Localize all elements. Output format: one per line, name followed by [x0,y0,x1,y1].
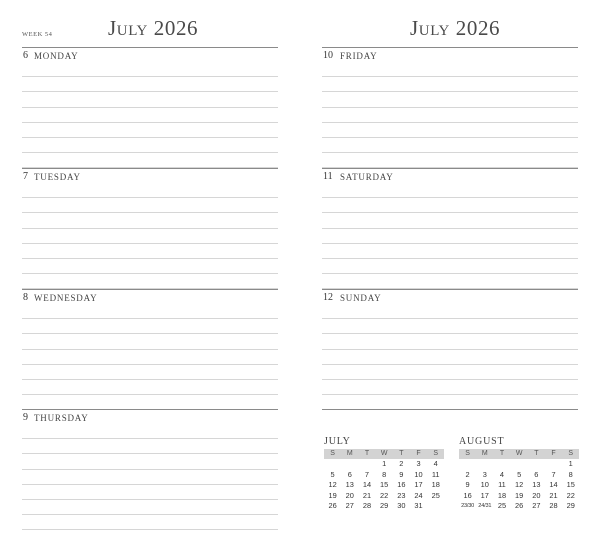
left-page-header [22,0,278,46]
calendar-date: 2 [465,469,470,479]
day-block-thursday[interactable] [22,409,278,530]
month-title: July 2026 [108,16,199,40]
weekday-header: S [562,449,579,459]
calendar-date: 8 [568,469,573,479]
writing-line[interactable] [22,183,278,198]
day-header [322,47,578,62]
writing-line[interactable] [322,108,578,123]
day-number: 7 [23,171,28,182]
calendar-date: 29 [380,501,389,510]
calendar-date: 12 [515,480,524,489]
calendar-date [476,459,493,470]
weekday-header: W [511,449,528,459]
weekday-header: F [410,449,427,459]
day-block-wednesday[interactable] [22,289,278,410]
writing-line[interactable] [322,304,578,319]
writing-line[interactable] [22,274,278,289]
day-block-monday[interactable] [22,47,278,168]
calendar-date [545,459,562,470]
calendar-date [324,459,341,470]
calendar-date: 14 [549,480,558,489]
day-block-tuesday[interactable] [22,168,278,289]
calendar-date [459,459,476,470]
writing-line[interactable] [22,77,278,92]
calendar-date: 21 [549,490,558,500]
writing-line[interactable] [22,198,278,213]
day-name: SATURDAY [340,171,394,182]
calendar-date: 5 [330,469,335,479]
writing-lines[interactable] [322,304,578,410]
calendar-date: 17 [414,480,423,489]
weekday-header: S [459,449,476,459]
writing-line[interactable] [22,123,278,138]
calendar-date [511,459,528,470]
calendar-date: 7 [364,469,370,479]
calendar-date: 25 [431,490,440,500]
day-number: 6 [23,50,28,61]
calendar-date: 30 [397,501,406,510]
calendar-date: 25 [497,501,507,510]
writing-line[interactable] [322,274,578,289]
month-title: July 2026 [410,16,501,40]
calendar-date: 6 [534,469,539,479]
calendar-date: 24 [414,490,423,500]
weekday-header: F [545,449,562,459]
day-block-friday[interactable] [322,47,578,168]
calendar-date: 6 [347,469,352,479]
calendar-date: 4 [499,469,505,479]
writing-line[interactable] [322,334,578,349]
calendar-date: 13 [345,480,354,489]
writing-line[interactable] [22,500,278,515]
calendar-date: 9 [465,480,470,489]
weekday-header: M [341,449,358,459]
writing-line[interactable] [322,350,578,365]
writing-lines[interactable] [322,62,578,168]
mini-calendar-grid [459,449,579,512]
writing-lines[interactable] [22,304,278,410]
weekday-header: S [427,449,444,459]
calendar-date: 9 [399,469,404,479]
calendar-date: 20 [345,490,354,500]
calendar-date [493,459,510,470]
weekday-header: W [376,449,393,459]
calendar-date: 10 [480,480,489,489]
calendar-date: 19 [515,490,524,500]
mini-calendar-title: AUGUST [459,436,505,447]
mini-calendar-august [459,436,579,512]
calendar-date: 7 [551,469,556,479]
writing-line[interactable] [322,365,578,380]
calendar-date: 14 [362,480,372,489]
day-header [22,409,278,424]
right-page [322,0,578,554]
writing-line[interactable] [322,244,578,259]
day-block-saturday[interactable] [322,168,578,289]
mini-calendar-july [324,436,444,512]
writing-line[interactable] [22,108,278,123]
calendar-date: 10 [414,469,423,479]
calendar-date: 3 [482,469,487,479]
calendar-date: 23 [397,490,406,500]
calendar-date: 11 [431,469,440,479]
calendar-date: 1 [382,459,387,468]
calendar-date: 5 [517,469,522,479]
day-name: TUESDAY [34,171,81,182]
day-number: 9 [23,412,28,423]
writing-line[interactable] [22,485,278,500]
day-header [322,168,578,183]
writing-line[interactable] [22,213,278,228]
writing-line[interactable] [322,138,578,153]
calendar-date: 15 [566,480,575,489]
calendar-date: 8 [382,469,387,479]
day-number: 8 [23,292,28,303]
writing-lines[interactable] [22,424,278,530]
weekday-header: M [476,449,493,459]
day-name: MONDAY [34,50,79,61]
calendar-date: 1 [568,459,573,468]
calendar-date: 27 [532,501,541,510]
calendar-date: 19 [328,490,337,500]
weekday-header: T [358,449,375,459]
writing-line[interactable] [322,77,578,92]
writing-lines[interactable] [322,183,578,289]
calendar-date: 18 [497,490,507,500]
calendar-date: 4 [433,459,438,468]
writing-line[interactable] [22,138,278,153]
writing-line[interactable] [322,259,578,274]
writing-line[interactable] [22,334,278,349]
calendar-date [341,459,358,470]
calendar-date: 28 [549,501,558,510]
writing-line[interactable] [322,198,578,213]
day-number: 10 [323,50,333,61]
calendar-date: 26 [515,501,524,510]
writing-line[interactable] [22,350,278,365]
calendar-date: 22 [380,490,389,500]
writing-line[interactable] [322,229,578,244]
weekday-header: T [393,449,410,459]
writing-line[interactable] [22,424,278,439]
writing-line[interactable] [22,62,278,77]
writing-line[interactable] [22,515,278,530]
left-page [22,0,278,554]
writing-line[interactable] [22,319,278,334]
writing-lines[interactable] [22,183,278,289]
day-header [322,289,578,304]
day-number: 12 [323,292,333,303]
calendar-date: 13 [532,480,541,489]
week-label: WEEK 54 [22,31,53,38]
calendar-date: 2 [399,459,404,468]
writing-line[interactable] [22,439,278,454]
calendar-date [427,501,444,512]
writing-line[interactable] [22,470,278,485]
mini-calendar-title: JULY [324,436,351,447]
writing-line[interactable] [22,380,278,395]
writing-line[interactable] [322,92,578,107]
weekday-header: S [324,449,341,459]
writing-line[interactable] [22,92,278,107]
calendar-date: 11 [498,480,506,489]
weekday-header: T [528,449,545,459]
writing-line[interactable] [322,380,578,395]
calendar-date: 31 [414,501,423,510]
calendar-date: 23/30 [461,503,475,509]
writing-line[interactable] [22,153,278,168]
calendar-date: 22 [566,490,575,500]
calendar-date: 20 [532,490,541,500]
day-number: 11 [323,171,333,182]
day-header [22,168,278,183]
writing-line[interactable] [322,153,578,168]
weekday-header: T [493,449,510,459]
calendar-date: 15 [380,480,389,489]
day-name: FRIDAY [340,50,378,61]
calendar-date: 26 [328,501,337,510]
calendar-date: 16 [463,490,472,500]
calendar-date: 3 [416,459,421,468]
calendar-date [528,459,545,470]
calendar-date: 16 [397,480,406,489]
writing-line[interactable] [22,454,278,469]
calendar-date: 27 [345,501,354,510]
writing-line[interactable] [22,244,278,259]
writing-line[interactable] [22,304,278,319]
writing-line[interactable] [322,123,578,138]
calendar-date: 21 [362,490,372,500]
writing-lines[interactable] [22,62,278,168]
day-header [22,47,278,62]
day-name: WEDNESDAY [34,292,98,303]
calendar-date: 24/31 [478,503,492,509]
day-name: THURSDAY [34,412,89,423]
mini-calendar-grid [324,449,444,512]
writing-line[interactable] [322,213,578,228]
writing-line[interactable] [322,319,578,334]
section-divider [322,409,578,410]
calendar-date: 18 [431,480,440,489]
day-name: SUNDAY [340,292,382,303]
calendar-date: 28 [362,501,372,510]
calendar-date: 17 [480,490,489,500]
right-page-header [322,0,578,46]
writing-line[interactable] [322,183,578,198]
day-block-sunday[interactable] [322,289,578,410]
writing-line[interactable] [322,62,578,77]
calendar-date: 29 [566,501,575,510]
writing-line[interactable] [22,365,278,380]
day-header [22,289,278,304]
calendar-date [358,459,375,470]
writing-line[interactable] [22,259,278,274]
calendar-date: 12 [328,480,337,489]
writing-line[interactable] [22,229,278,244]
